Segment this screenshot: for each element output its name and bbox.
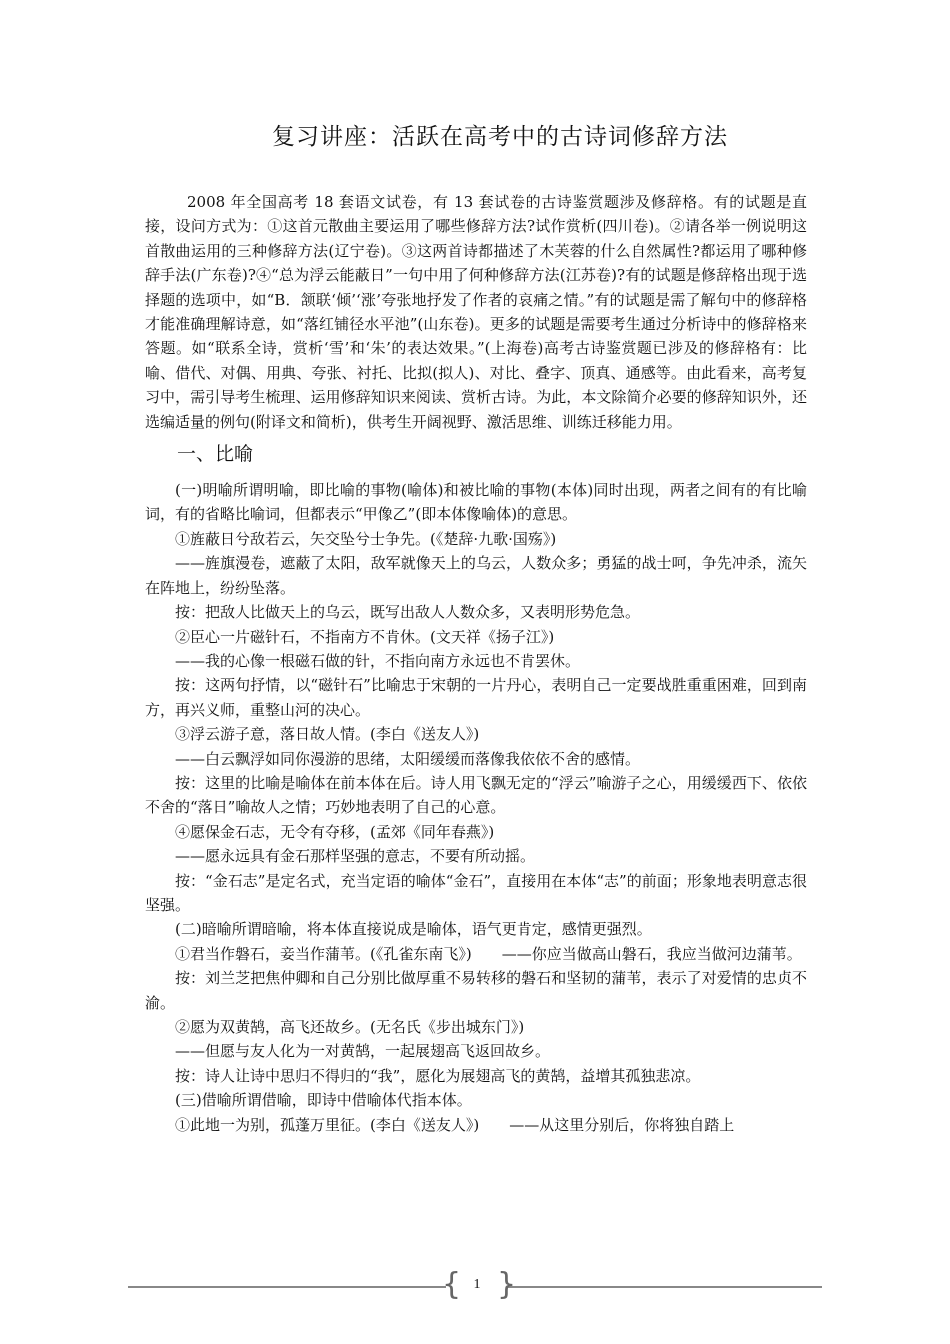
paragraph: ①旌蔽日兮敌若云，矢交坠兮士争先。(《楚辞·九歌·国殇》) xyxy=(175,529,557,548)
footer-rule-right xyxy=(508,1286,822,1288)
paragraph: ②愿为双黄鹄，高飞还故乡。(无名氏《步出城东门》) xyxy=(175,1018,525,1036)
paragraph: 按：这两句抒情，以“磁针石”比喻忠于宋朝的一片丹心，表明自己一定要战胜重重困难，回到南方，再兴义师，重整山河的决心。 xyxy=(145,676,807,719)
right-brace-ornament: } xyxy=(497,1267,517,1302)
paragraph: ——旌旗漫卷，遮蔽了太阳，敌军就像天上的乌云，人数众多；勇猛的战士呵，争先冲杀，流矢在阵地上，纷纷坠落。 xyxy=(145,554,807,597)
paragraph: ②臣心一片磁针石，不指南方不肯休。(文天祥《扬子江》) xyxy=(175,627,555,646)
paragraph: ——愿永远具有金石那样坚强的意志，不要有所动摇。 xyxy=(175,847,536,866)
footer-rule-left xyxy=(128,1286,446,1288)
paragraph: 按：“金石志”是定名式，充当定语的喻体“金石”，直接用在本体“志”的前面；形象地表明意志很坚强。 xyxy=(145,871,807,914)
paragraph: ——但愿与友人化为一对黄鹄，一起展翅高飞返回故乡。 xyxy=(175,1042,551,1061)
paragraph: ——我的心像一根磁石做的针，不指向南方永远也不肯罢休。 xyxy=(175,651,581,670)
paragraph: ①此地一为别，孤蓬万里征。(李白《送友人》) ——从这里分别后，你将独自踏上 xyxy=(175,1115,735,1134)
paragraph: 按：诗人让诗中思归不得归的“我”，愿化为展翅高飞的黄鹄，益增其孤独悲凉。 xyxy=(175,1066,701,1085)
page-number: 1 xyxy=(473,1277,481,1292)
paragraph: ③浮云游子意，落日故人情。(李白《送友人》) xyxy=(175,725,480,744)
paragraph: 按：把敌人比做天上的乌云，既写出敌人人数众多，又表明形势危急。 xyxy=(175,603,641,622)
paragraph: (一)明喻所谓明喻，即比喻的事物(喻体)和被比喻的事物(本体)同时出现，两者之间有的有比喻词，有的省略比喻词，但都表示“甲像乙”(即本体像喻体)的意思。 xyxy=(145,481,807,524)
paragraph: 按：这里的比喻是喻体在前本体在后。诗人用飞飘无定的“浮云”喻游子之心，用缓缓西下、依依不舍的“落日”喻故人之情；巧妙地表明了自己的心意。 xyxy=(145,773,807,817)
section-heading: 一、比喻 xyxy=(177,443,254,466)
paragraph: (二)暗喻所谓暗喻，将本体直接说成是喻体，语气更肯定，感情更强烈。 xyxy=(175,920,652,939)
paragraph: 按：刘兰芝把焦仲卿和自己分别比做厚重不易转移的磐石和坚韧的蒲苇，表示了对爱情的忠贞不渝。 xyxy=(145,969,807,1012)
paragraph: (三)借喻所谓借喻，即诗中借喻体代指本体。 xyxy=(175,1091,472,1110)
paragraph: ④愿保金石志，无令有夺移，(孟郊《同年春燕》) xyxy=(175,822,495,841)
document-body xyxy=(145,190,807,1137)
paragraph: ——白云飘浮如同你漫游的思绪，太阳缓缓而落像我依依不舍的感情。 xyxy=(175,749,641,768)
intro-paragraph: 2008 年全国高考 18 套语文试卷，有 13 套试卷的古诗鉴赏题涉及修辞格。有的试题是直接，设问方式为：①这首元散曲主要运用了哪些修辞方法?试作赏析(四川卷)。②请各举一例说明这首散曲运用的三种修辞方法(辽宁卷)。③这两首诗都描述了木芙蓉的什么自然属性?都运用了哪种修辞手法(广东卷)?④“总为浮云能蔽日”一句中用了何种修辞方法(江苏卷)?有的试题是修辞格出现于选择题的选项中，如“B．颔联‘倾’‘涨’夸张地抒发了作者的哀痛之情。”有的试题是需了解句中的修辞格才能准确理解诗意，如“落红铺径水平池”(山东卷)。更多的试题是需要考生通过分析诗中的修辞格来答题。如“联系全诗，赏析‘雪’和‘朱’的表达效果。”(上海卷)高考古诗鉴赏题已涉及的修辞格有：比喻、借代、对偶、用典、夸张、衬托、比拟(拟人)、对比、叠字、顶真、通感等。由此看来，高考复习中，需引导考生梳理、运用修辞知识来阅读、赏析古诗。为此，本文除简介必要的修辞知识外，还选编适量的例句(附译文和简析)，供考生开阔视野、激活思维、训练迁移能力用。 xyxy=(145,193,807,431)
paragraph: ①君当作磐石，妾当作蒲苇。(《孔雀东南飞》) ——你应当做高山磐石，我应当做河边蒲苇。 xyxy=(175,944,802,963)
page-title: 复习讲座：活跃在高考中的古诗词修辞方法 xyxy=(272,124,728,150)
left-brace-ornament: { xyxy=(442,1267,462,1302)
